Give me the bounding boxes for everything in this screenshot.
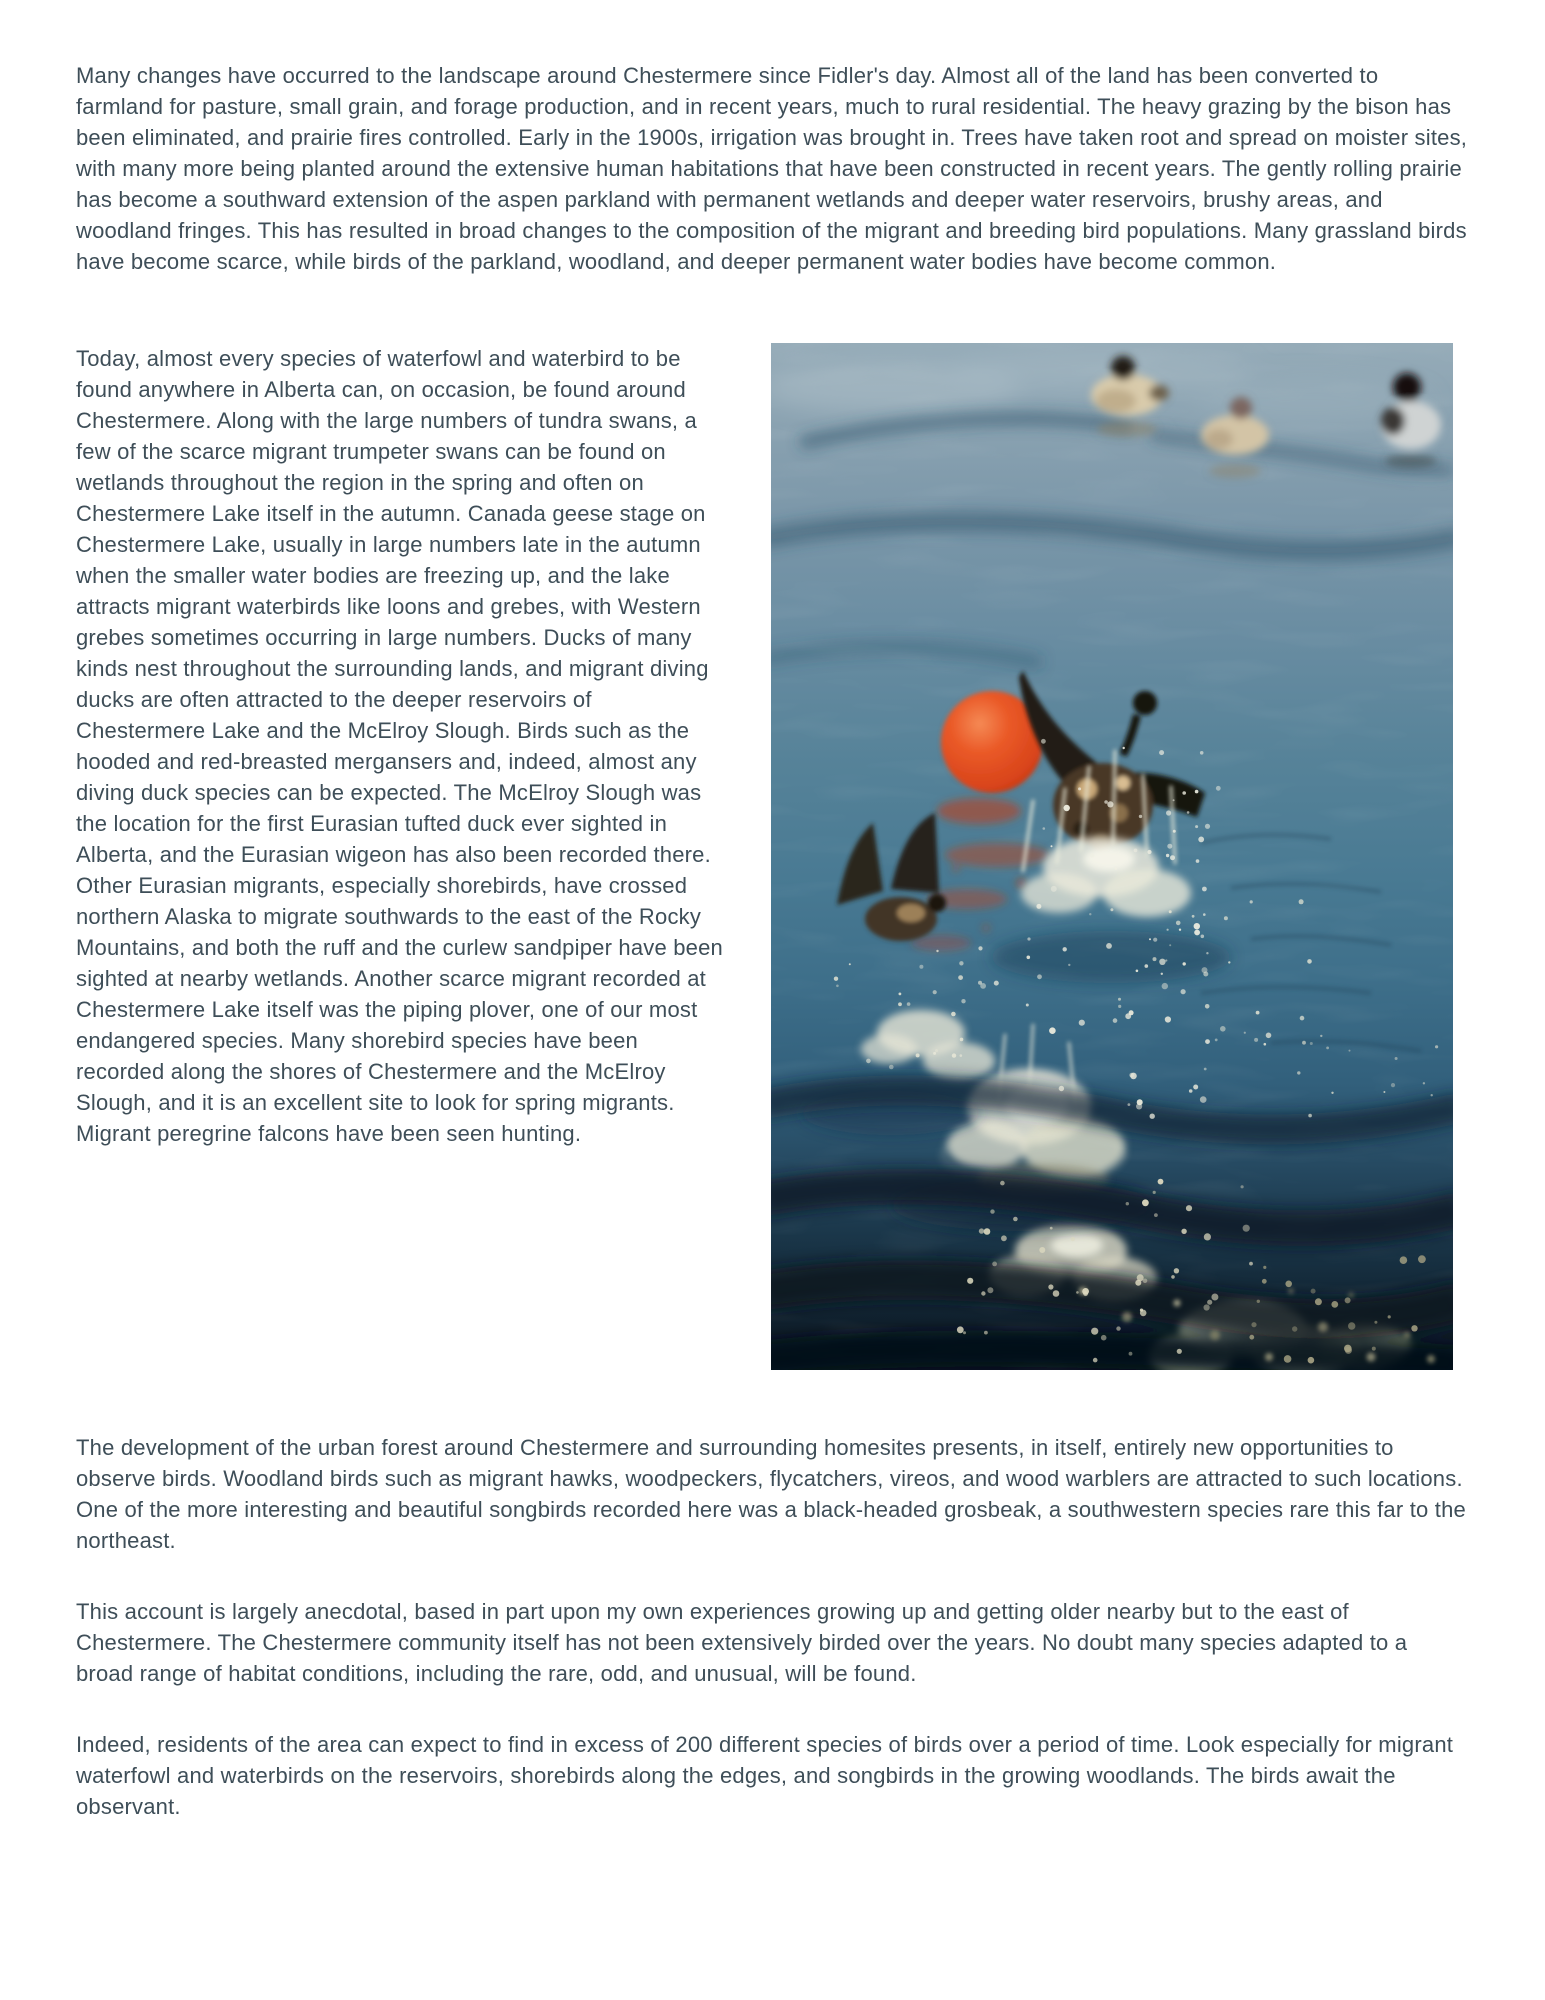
lake-ducks-photo (771, 343, 1453, 1370)
paragraph-waterfowl: Today, almost every species of waterfowl and waterbird to be found anywhere in Alberta can, on occasion, be found around Chestermere. Along with the large numbers of tundra swans, a few of the scarce migrant trumpeter swans can be found on wetlands throughout the region in the spring and often on Chestermere Lake itself in the autumn. Canada geese stage on Chestermere Lake, usually in large numbers late in the autumn when the smaller water bodies are freezing up, and the lake attracts migrant waterbirds like loons and grebes, with Western grebes sometimes occurring in large numbers. Ducks of many kinds nest throughout the surrounding lands, and migrant diving ducks are often attracted to the deeper reservoirs of Chestermere Lake and the McElroy Slough. Birds such as the hooded and red-breasted mergansers and, indeed, almost any diving duck species can be expected. The McElroy Slough was the location for the first Eurasian tufted duck ever sighted in Alberta, and the Eurasian wigeon has also been recorded there. Other Eurasian migrants, especially shorebirds, have crossed northern Alaska to migrate southwards to the east of the Rocky Mountains, and both the ruff and the curlew sandpiper have been sighted at nearby wetlands. Another scarce migrant recorded at Chestermere Lake itself was the piping plover, one of our most endangered species. Many shorebird species have been recorded along the shores of Chestermere and the McElroy Slough, and it is an excellent site to look for spring migrants. Migrant peregrine falcons have been seen hunting. (76, 346, 723, 1146)
paragraph-landscape-changes: Many changes have occurred to the landscape around Chestermere since Fidler's day. Almost all of the land has been converted to farmland for pasture, small grain, and forage production, and in recent years, much to rural residential. The heavy grazing by the bison has been eliminated, and prairie fires controlled. Early in the 1900s, irrigation was brought in. Trees have taken root and spread on moister sites, with many more being planted around the extensive human habitations that have been constructed in recent years. The gently rolling prairie has become a southward extension of the aspen parkland with permanent wetlands and deeper water reservoirs, brushy areas, and woodland fringes. This has resulted in broad changes to the composition of the migrant and breeding bird populations. Many grassland birds have become scarce, while birds of the parkland, woodland, and deeper permanent water bodies have become common. (76, 63, 1468, 274)
paragraph-conclusion: Indeed, residents of the area can expect to find in excess of 200 different species of birds over a period of time. Look especially for migrant waterfowl and waterbirds on the reservoirs, shorebirds along the edges, and songbirds in the growing woodlands. The birds await the observant. (76, 1732, 1454, 1819)
paragraph-account: This account is largely anecdotal, based in part upon my own experiences growing up and getting older nearby but to the east of Chestermere. The Chestermere community itself has not been extensively birded over the years. No doubt many species adapted to a broad range of habitat conditions, including the rare, odd, and unusual, will be found. (76, 1599, 1408, 1686)
two-column-section (76, 343, 1469, 1370)
paragraph-urban-forest: The development of the urban forest around Chestermere and surrounding homesites presents, in itself, entirely new opportunities to observe birds. Woodland birds such as migrant hawks, woodpeckers, flycatchers, vireos, and wood warblers are attracted to such locations. One of the more interesting and beautiful songbirds recorded here was a black-headed grosbeak, a southwestern species rare this far to the northeast. (76, 1435, 1466, 1553)
